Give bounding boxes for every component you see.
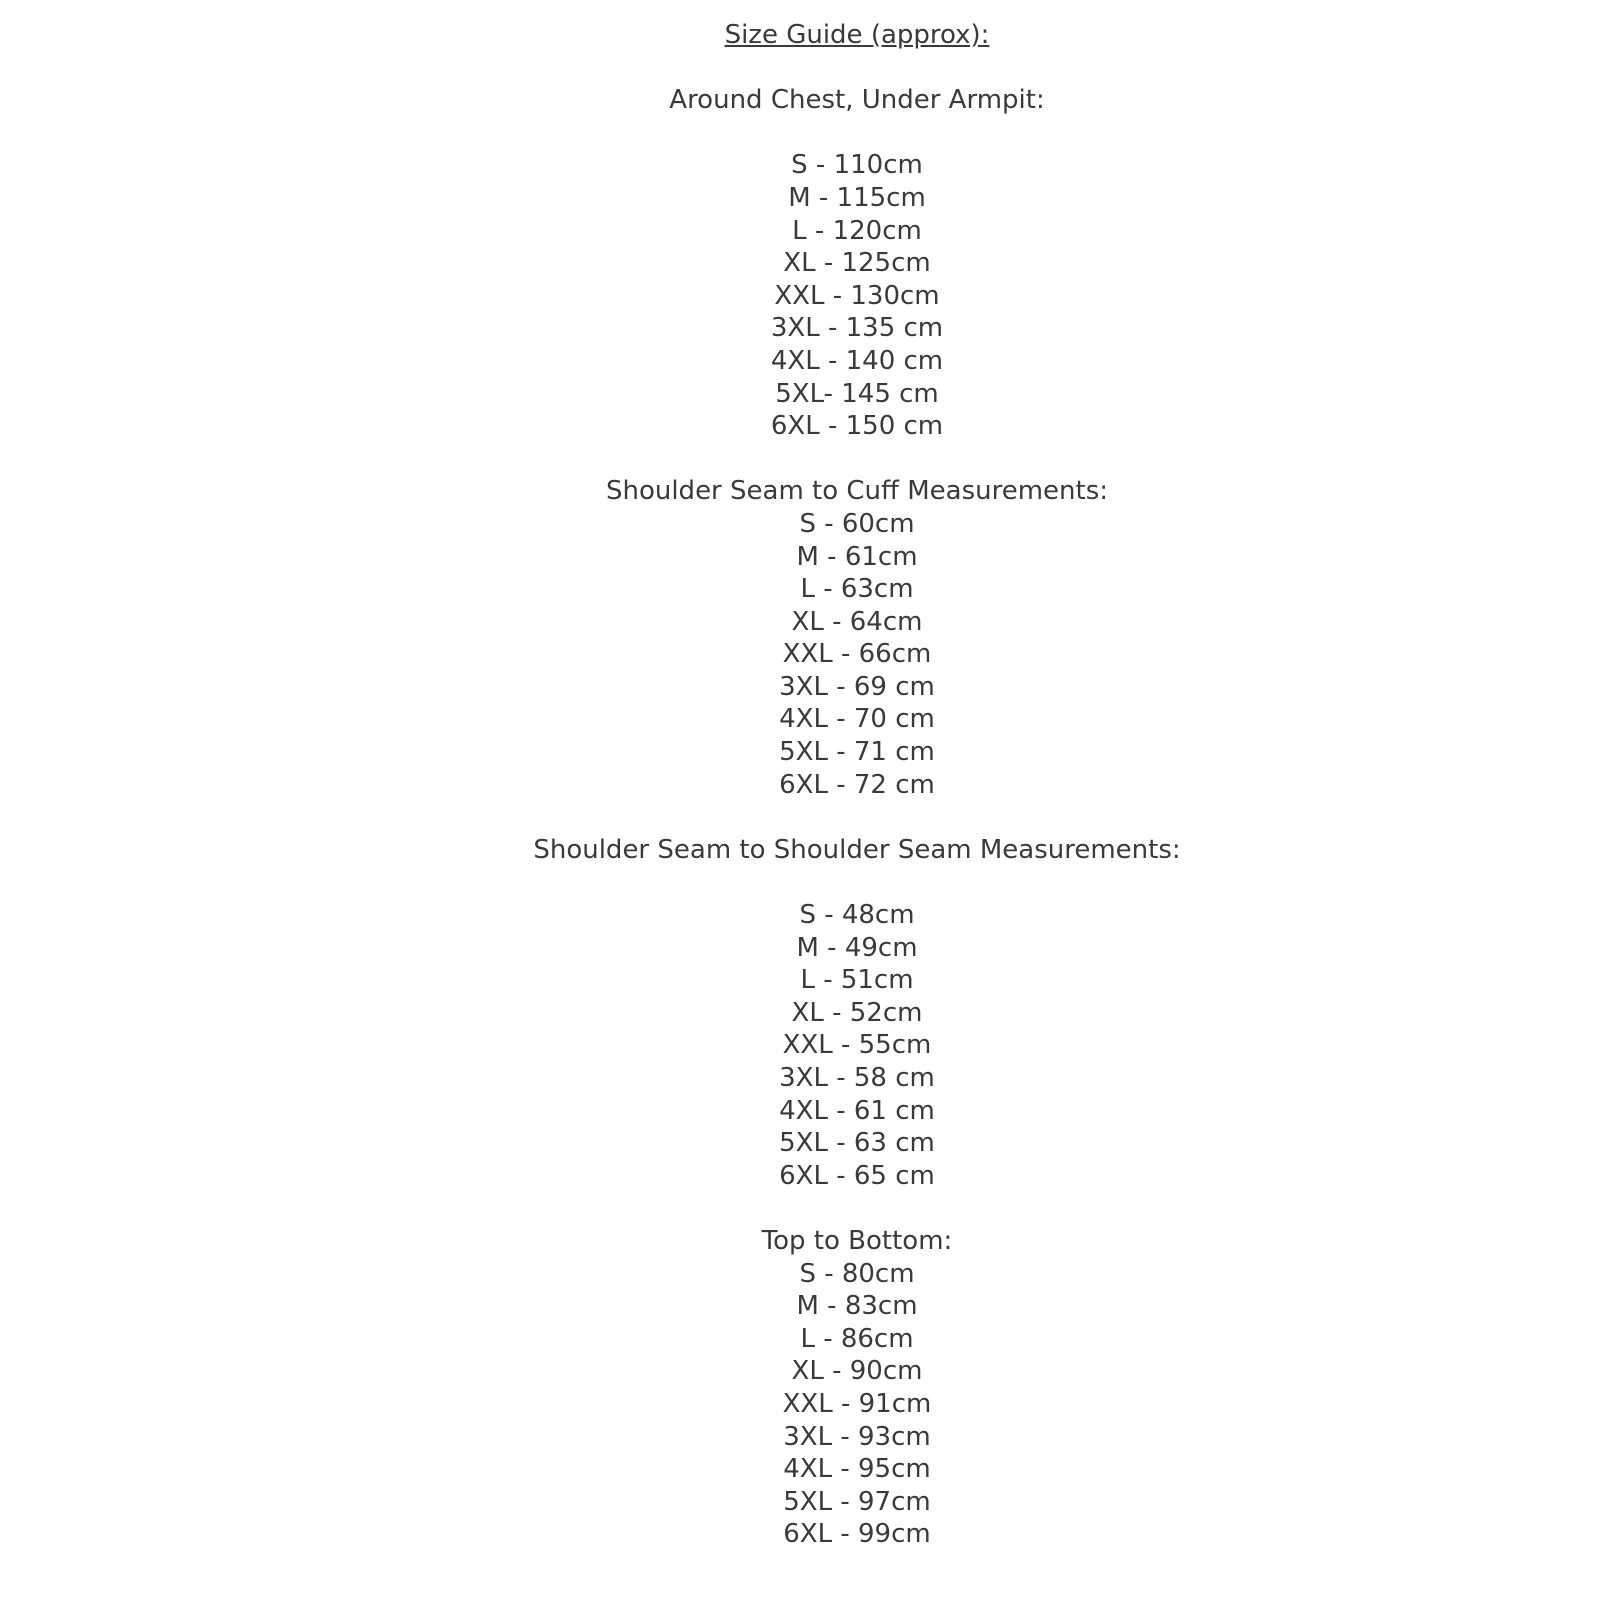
size-row: XL - 64cm	[791, 606, 923, 637]
size-row: 6XL - 150 cm	[770, 411, 944, 442]
size-list	[114, 1258, 1600, 1551]
size-list	[114, 899, 1600, 1192]
size-list	[114, 508, 1600, 801]
size-row: 3XL - 93cm	[783, 1421, 931, 1452]
page-title: Size Guide (approx):	[724, 20, 990, 50]
size-row: S - 48cm	[799, 900, 915, 931]
size-row: S - 80cm	[799, 1258, 915, 1289]
size-row: L - 51cm	[800, 965, 914, 996]
size-row: XXL - 66cm	[782, 639, 932, 670]
section-heading: Around Chest, Under Armpit:	[669, 85, 1045, 116]
size-row: 6XL - 99cm	[783, 1519, 931, 1550]
section-heading: Top to Bottom:	[761, 1225, 953, 1256]
section-around-chest	[114, 84, 1600, 443]
size-row: XXL - 91cm	[782, 1388, 932, 1419]
size-row: XL - 90cm	[791, 1356, 923, 1387]
size-row: 5XL - 71 cm	[779, 737, 935, 768]
size-row: L - 63cm	[800, 574, 914, 605]
size-row: M - 61cm	[796, 541, 918, 572]
size-row: L - 86cm	[800, 1323, 914, 1354]
size-row: 5XL - 63 cm	[779, 1128, 935, 1159]
size-row: 3XL - 69 cm	[779, 671, 935, 702]
size-list	[114, 149, 1600, 442]
size-row: 5XL- 145 cm	[775, 378, 939, 409]
size-row: 6XL - 72 cm	[779, 769, 935, 800]
size-row: M - 115cm	[788, 182, 926, 213]
section-top-to-bottom	[114, 1225, 1600, 1551]
size-row: M - 49cm	[796, 932, 918, 963]
size-row: XL - 52cm	[791, 997, 923, 1028]
size-row: 4XL - 95cm	[783, 1454, 931, 1485]
size-row: 4XL - 70 cm	[779, 704, 935, 735]
size-row: 3XL - 135 cm	[770, 313, 944, 344]
size-row: S - 110cm	[791, 150, 923, 181]
size-row: L - 120cm	[792, 215, 922, 246]
size-row: 6XL - 65 cm	[779, 1160, 935, 1191]
section-heading: Shoulder Seam to Shoulder Seam Measurements:	[533, 834, 1181, 865]
size-row: M - 83cm	[796, 1291, 918, 1322]
section-shoulder-to-cuff	[114, 475, 1600, 801]
section-shoulder-to-shoulder	[114, 834, 1600, 1193]
size-row: XL - 125cm	[783, 248, 931, 279]
size-row: 5XL - 97cm	[783, 1486, 931, 1517]
section-heading: Shoulder Seam to Cuff Measurements:	[605, 476, 1109, 507]
size-row: XXL - 130cm	[774, 280, 940, 311]
size-row: 4XL - 140 cm	[770, 345, 944, 376]
size-row: S - 60cm	[799, 508, 915, 539]
size-row: 3XL - 58 cm	[779, 1063, 935, 1093]
size-row: XXL - 55cm	[782, 1030, 932, 1061]
size-row: 4XL - 61 cm	[779, 1095, 935, 1126]
